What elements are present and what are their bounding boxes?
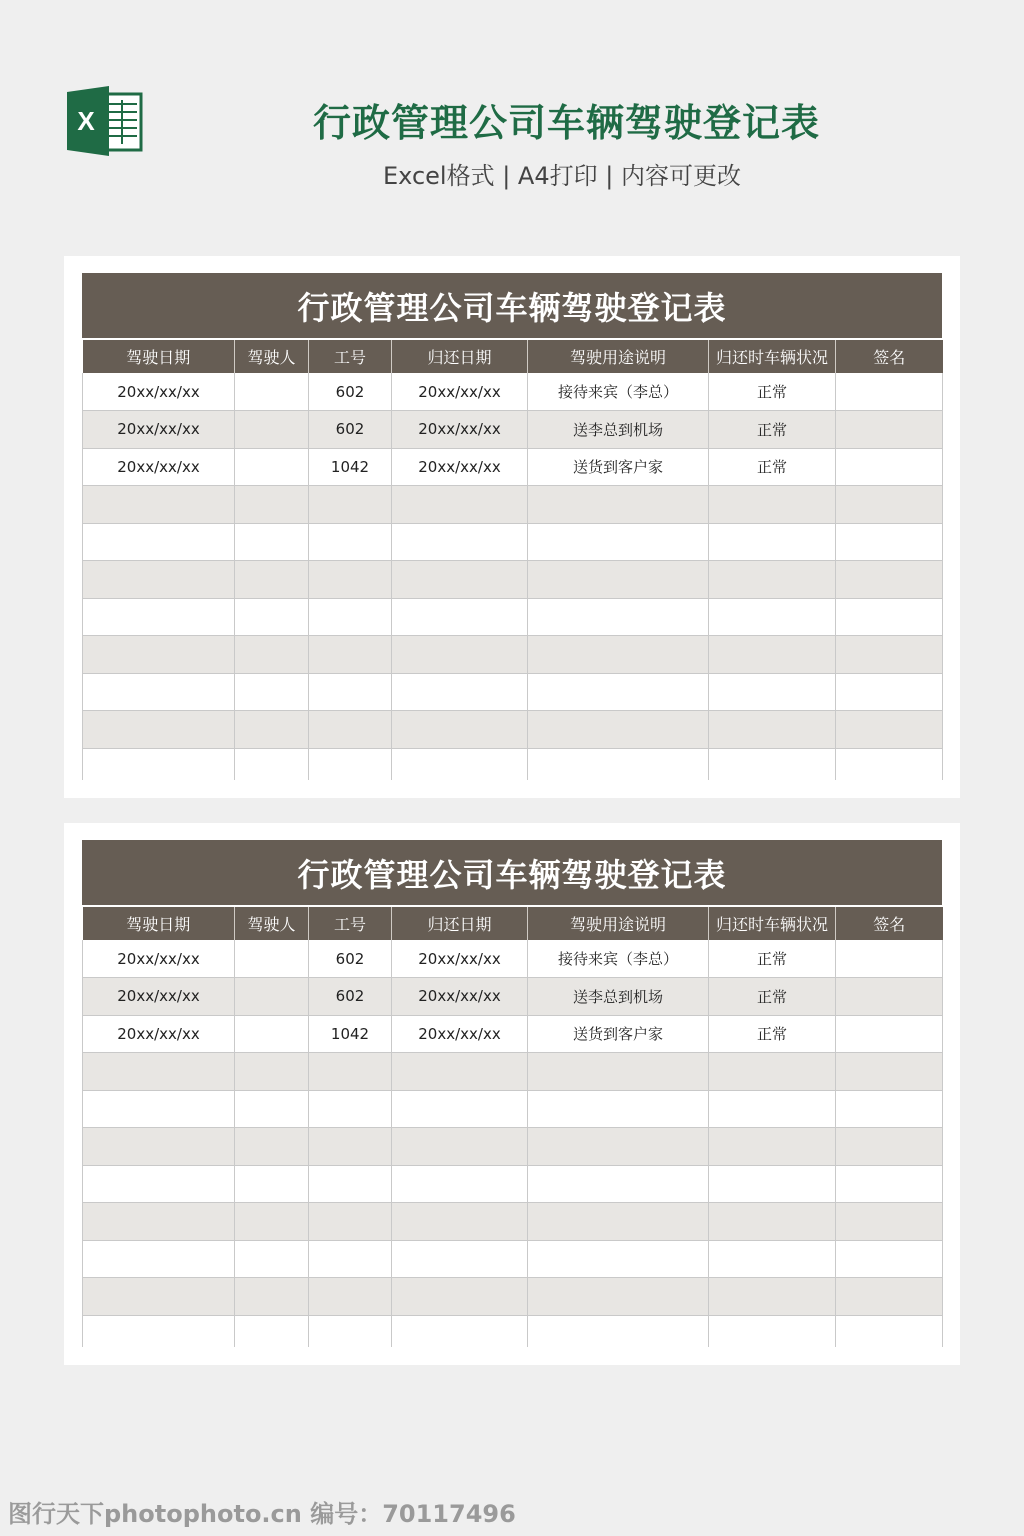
cell[interactable]: 接待来宾（李总） <box>528 373 709 411</box>
cell[interactable] <box>83 1053 235 1091</box>
cell[interactable] <box>83 523 235 561</box>
cell[interactable] <box>235 373 309 411</box>
cell[interactable] <box>392 636 528 674</box>
cell[interactable] <box>392 1203 528 1241</box>
cell[interactable]: 20xx/xx/xx <box>392 978 528 1016</box>
cell[interactable] <box>836 1015 943 1053</box>
cell[interactable] <box>528 598 709 636</box>
table-row <box>83 748 943 780</box>
cell[interactable]: 20xx/xx/xx <box>83 940 235 978</box>
cell[interactable]: 送李总到机场 <box>528 978 709 1016</box>
table-row <box>83 978 943 1016</box>
cell[interactable] <box>392 561 528 599</box>
table-row <box>83 1240 943 1278</box>
cell[interactable] <box>836 1203 943 1241</box>
cell[interactable] <box>528 1165 709 1203</box>
cell[interactable]: 正常 <box>709 1015 836 1053</box>
cell[interactable]: 20xx/xx/xx <box>83 448 235 486</box>
cell[interactable] <box>309 1090 392 1128</box>
cell[interactable] <box>83 1128 235 1166</box>
table-row <box>83 711 943 749</box>
cell[interactable] <box>392 1128 528 1166</box>
table-row <box>83 1053 943 1091</box>
cell[interactable] <box>309 486 392 524</box>
table-row <box>83 1203 943 1241</box>
table-row <box>83 411 943 449</box>
cell[interactable] <box>235 1090 309 1128</box>
cell[interactable] <box>309 1165 392 1203</box>
cell[interactable] <box>309 1278 392 1316</box>
cell[interactable]: 20xx/xx/xx <box>83 411 235 449</box>
cell[interactable]: 正常 <box>709 978 836 1016</box>
cell[interactable] <box>836 1165 943 1203</box>
cell[interactable] <box>709 636 836 674</box>
cell[interactable] <box>309 1315 392 1347</box>
cell[interactable] <box>836 711 943 749</box>
cell[interactable] <box>709 673 836 711</box>
cell[interactable] <box>309 673 392 711</box>
cell[interactable] <box>392 1315 528 1347</box>
cell[interactable] <box>709 748 836 780</box>
cell[interactable]: 602 <box>309 940 392 978</box>
cell[interactable] <box>392 1278 528 1316</box>
table-row <box>83 1315 943 1347</box>
table-row <box>83 636 943 674</box>
table-row <box>83 1165 943 1203</box>
cell[interactable] <box>83 748 235 780</box>
table-row <box>83 448 943 486</box>
cell[interactable] <box>528 523 709 561</box>
cell[interactable] <box>528 1315 709 1347</box>
cell[interactable] <box>392 486 528 524</box>
cell[interactable] <box>709 523 836 561</box>
cell[interactable] <box>235 1278 309 1316</box>
cell[interactable] <box>83 673 235 711</box>
table-row <box>83 561 943 599</box>
cell[interactable] <box>836 1090 943 1128</box>
cell[interactable]: 正常 <box>709 940 836 978</box>
cell[interactable]: 20xx/xx/xx <box>392 373 528 411</box>
cell[interactable] <box>309 561 392 599</box>
cell[interactable] <box>709 1203 836 1241</box>
cell[interactable] <box>528 636 709 674</box>
cell[interactable]: 正常 <box>709 373 836 411</box>
cell[interactable] <box>836 1278 943 1316</box>
table-row <box>83 1090 943 1128</box>
cell[interactable] <box>235 748 309 780</box>
cell[interactable] <box>309 1053 392 1091</box>
cell[interactable] <box>235 1015 309 1053</box>
sheet-title: 行政管理公司车辆驾驶登记表 <box>82 840 942 905</box>
page-title: 行政管理公司车辆驾驶登记表 <box>312 101 820 145</box>
cell[interactable] <box>528 486 709 524</box>
cell[interactable] <box>836 486 943 524</box>
cell[interactable] <box>836 748 943 780</box>
col-drive-date: 驾驶日期 <box>83 340 235 373</box>
cell[interactable] <box>309 598 392 636</box>
cell[interactable]: 20xx/xx/xx <box>392 940 528 978</box>
cell[interactable] <box>309 523 392 561</box>
table-row <box>83 373 943 411</box>
cell[interactable] <box>235 978 309 1016</box>
cell[interactable] <box>836 940 943 978</box>
table-row <box>83 940 943 978</box>
cell[interactable]: 正常 <box>709 411 836 449</box>
col-signature: 签名 <box>836 907 943 940</box>
cell[interactable] <box>235 1240 309 1278</box>
cell[interactable] <box>836 1128 943 1166</box>
cell[interactable] <box>392 748 528 780</box>
cell[interactable] <box>709 1053 836 1091</box>
cell[interactable] <box>235 1053 309 1091</box>
cell[interactable] <box>528 748 709 780</box>
cell[interactable] <box>392 1165 528 1203</box>
cell[interactable] <box>836 598 943 636</box>
col-driver: 驾驶人 <box>235 340 309 373</box>
cell[interactable] <box>528 561 709 599</box>
cell[interactable] <box>235 1315 309 1347</box>
cell[interactable]: 20xx/xx/xx <box>392 411 528 449</box>
cell[interactable] <box>709 486 836 524</box>
register-table <box>82 907 943 1347</box>
cell[interactable]: 1042 <box>309 1015 392 1053</box>
cell[interactable] <box>392 711 528 749</box>
cell[interactable] <box>528 1128 709 1166</box>
cell[interactable] <box>235 486 309 524</box>
cell[interactable] <box>836 523 943 561</box>
cell[interactable] <box>836 448 943 486</box>
header-row <box>83 340 943 373</box>
sheet-title: 行政管理公司车辆驾驶登记表 <box>82 273 942 338</box>
cell[interactable] <box>392 523 528 561</box>
cell[interactable] <box>83 598 235 636</box>
cell[interactable] <box>235 1128 309 1166</box>
cell[interactable] <box>83 1165 235 1203</box>
col-drive-date: 驾驶日期 <box>83 907 235 940</box>
cell[interactable] <box>83 1090 235 1128</box>
cell[interactable] <box>392 1240 528 1278</box>
cell[interactable] <box>235 561 309 599</box>
cell[interactable]: 20xx/xx/xx <box>83 978 235 1016</box>
cell[interactable] <box>83 1315 235 1347</box>
cell[interactable] <box>83 1203 235 1241</box>
cell[interactable] <box>83 636 235 674</box>
cell[interactable] <box>709 1278 836 1316</box>
cell[interactable] <box>709 1090 836 1128</box>
cell[interactable] <box>235 636 309 674</box>
cell[interactable] <box>392 1090 528 1128</box>
cell[interactable]: 602 <box>309 373 392 411</box>
table-row <box>83 673 943 711</box>
col-driver: 驾驶人 <box>235 907 309 940</box>
cell[interactable]: 20xx/xx/xx <box>392 448 528 486</box>
cell[interactable] <box>392 673 528 711</box>
cell[interactable] <box>83 711 235 749</box>
sheet-card-1 <box>64 256 960 798</box>
cell[interactable] <box>392 1053 528 1091</box>
cell[interactable] <box>235 448 309 486</box>
cell[interactable] <box>83 1278 235 1316</box>
cell[interactable] <box>309 1128 392 1166</box>
cell[interactable]: 送李总到机场 <box>528 411 709 449</box>
cell[interactable]: 602 <box>309 978 392 1016</box>
watermark: 图行天下photophoto.cn 编号：70117496 <box>8 1500 516 1528</box>
cell[interactable] <box>235 673 309 711</box>
col-purpose: 驾驶用途说明 <box>528 907 709 940</box>
cell[interactable]: 602 <box>309 411 392 449</box>
cell[interactable]: 送货到客户家 <box>528 1015 709 1053</box>
cell[interactable]: 接待来宾（李总） <box>528 940 709 978</box>
excel-logo-letter: X <box>77 106 95 136</box>
cell[interactable] <box>709 1165 836 1203</box>
cell[interactable] <box>836 636 943 674</box>
table-row <box>83 1278 943 1316</box>
cell[interactable] <box>309 1240 392 1278</box>
table-row <box>83 1015 943 1053</box>
cell[interactable] <box>836 1053 943 1091</box>
col-vehicle-condition: 归还时车辆状况 <box>709 340 836 373</box>
header-row <box>83 907 943 940</box>
cell[interactable] <box>83 486 235 524</box>
cell[interactable] <box>235 1165 309 1203</box>
cell[interactable] <box>83 1240 235 1278</box>
cell[interactable] <box>836 373 943 411</box>
sheet-card-2 <box>64 823 960 1365</box>
col-return-date: 归还日期 <box>392 907 528 940</box>
cell[interactable] <box>836 673 943 711</box>
cell[interactable] <box>392 598 528 636</box>
cell[interactable] <box>235 1203 309 1241</box>
col-return-date: 归还日期 <box>392 340 528 373</box>
cell[interactable] <box>836 1240 943 1278</box>
cell[interactable] <box>235 411 309 449</box>
cell[interactable]: 20xx/xx/xx <box>83 1015 235 1053</box>
col-employee-id: 工号 <box>309 907 392 940</box>
cell[interactable]: 正常 <box>709 448 836 486</box>
cell[interactable] <box>83 561 235 599</box>
cell[interactable] <box>836 978 943 1016</box>
cell[interactable] <box>709 561 836 599</box>
cell[interactable]: 1042 <box>309 448 392 486</box>
table-row <box>83 1128 943 1166</box>
cell[interactable] <box>309 711 392 749</box>
cell[interactable] <box>528 673 709 711</box>
page-subtitle: Excel格式 | A4打印 | 内容可更改 <box>383 162 741 190</box>
table-row <box>83 523 943 561</box>
cell[interactable] <box>709 1240 836 1278</box>
cell[interactable] <box>836 411 943 449</box>
cell[interactable] <box>528 1053 709 1091</box>
register-table <box>82 340 943 780</box>
cell[interactable] <box>235 711 309 749</box>
cell[interactable] <box>528 1278 709 1316</box>
cell[interactable] <box>836 1315 943 1347</box>
col-vehicle-condition: 归还时车辆状况 <box>709 907 836 940</box>
cell[interactable] <box>528 1203 709 1241</box>
cell[interactable] <box>235 523 309 561</box>
cell[interactable]: 20xx/xx/xx <box>392 1015 528 1053</box>
col-purpose: 驾驶用途说明 <box>528 340 709 373</box>
cell[interactable] <box>709 598 836 636</box>
cell[interactable] <box>309 748 392 780</box>
cell[interactable] <box>528 711 709 749</box>
cell[interactable] <box>836 561 943 599</box>
cell[interactable] <box>528 1090 709 1128</box>
cell[interactable] <box>235 940 309 978</box>
cell[interactable]: 20xx/xx/xx <box>83 373 235 411</box>
cell[interactable] <box>528 1240 709 1278</box>
table-row <box>83 598 943 636</box>
col-employee-id: 工号 <box>309 340 392 373</box>
cell[interactable]: 送货到客户家 <box>528 448 709 486</box>
cell[interactable] <box>309 636 392 674</box>
cell[interactable] <box>709 1128 836 1166</box>
col-signature: 签名 <box>836 340 943 373</box>
cell[interactable] <box>709 711 836 749</box>
cell[interactable] <box>309 1203 392 1241</box>
table-row <box>83 486 943 524</box>
cell[interactable] <box>709 1315 836 1347</box>
cell[interactable] <box>235 598 309 636</box>
